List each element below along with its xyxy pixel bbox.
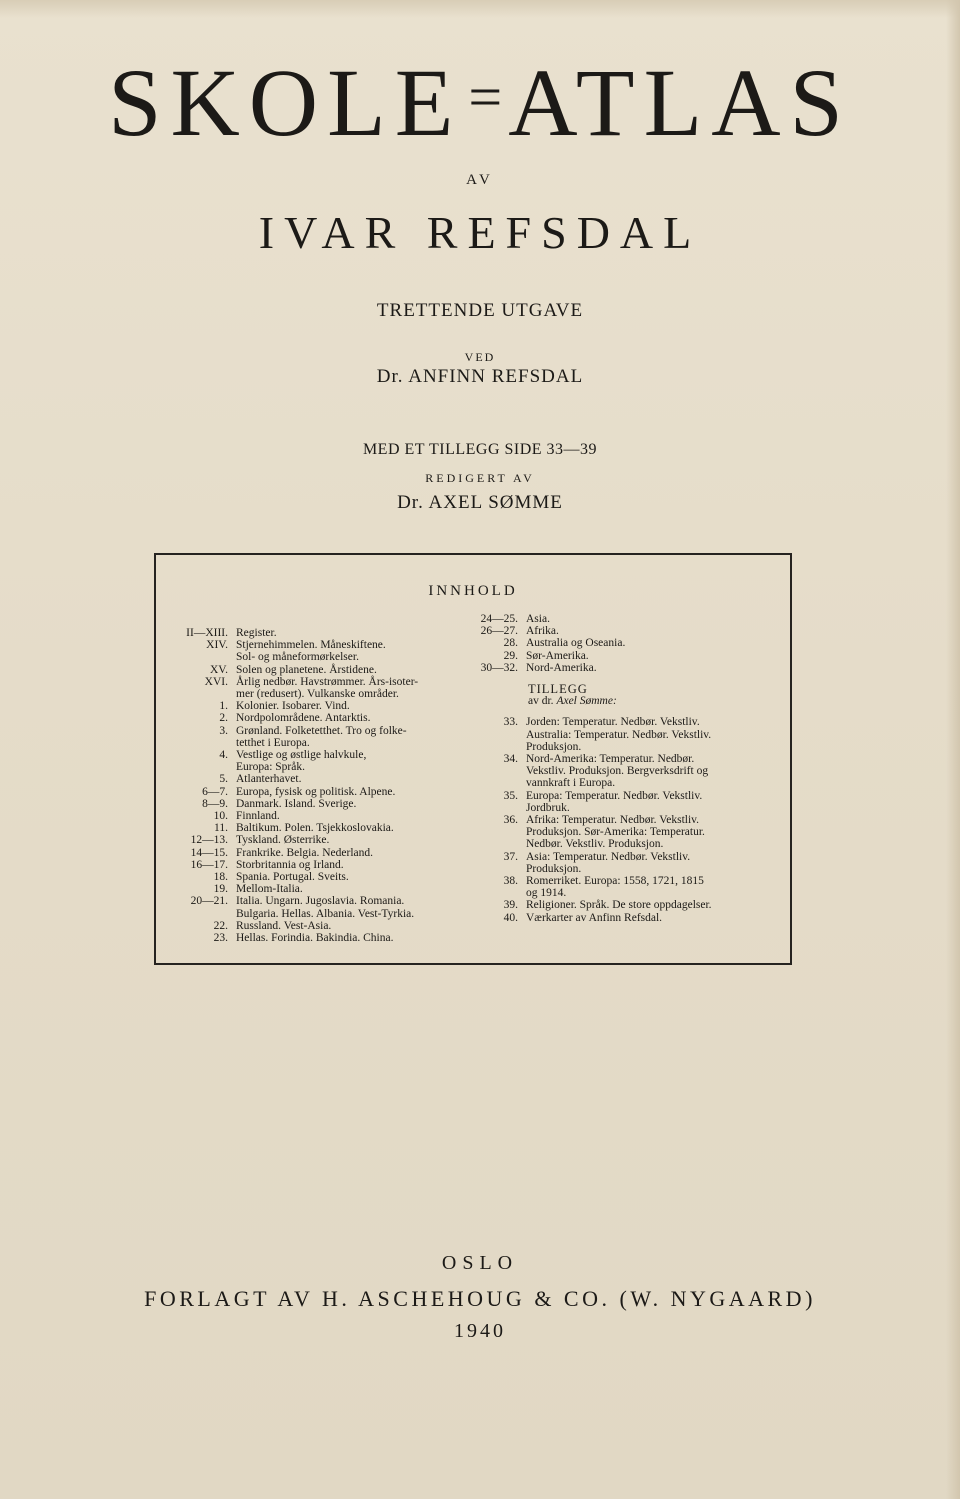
toc-entry-page: 34. [503, 753, 518, 766]
toc-entry [474, 899, 774, 911]
toc-entry-line: Danmark. Island. Sverige. [236, 797, 357, 810]
toc-entry-line: Italia. Ungarn. Jugoslavia. Romania. [236, 895, 405, 908]
toc-entry-page: XVI. [204, 675, 228, 688]
toc-entry-line: Årlig nedbør. Havstrømmer. Års-isoter- [236, 675, 419, 688]
toc-entry [474, 851, 774, 875]
toc-entry-text [236, 822, 480, 834]
toc-entry-line: Sør-Amerika. [526, 649, 589, 662]
toc-entry-page: 8—9. [202, 797, 228, 810]
toc-entry-line: Sol- og måneformørkelser. [236, 651, 359, 664]
toc-entry-text [526, 814, 774, 851]
toc-entry-page: 19. [213, 883, 228, 896]
toc-entry [170, 700, 480, 712]
toc-entry [170, 883, 480, 895]
toc-entry-page: 4. [219, 749, 228, 762]
toc-entry [170, 859, 480, 871]
toc-entry-text [526, 851, 774, 875]
toc-entry-page: XV. [209, 663, 228, 676]
tillegg-sub-name: Axel Sømme: [556, 695, 617, 708]
toc-entry [170, 920, 480, 932]
toc-entry-text [526, 662, 774, 674]
toc-entry-line: Nedbør. Vekstliv. Produksjon. [526, 838, 664, 851]
toc-entry [170, 871, 480, 883]
toc-entry [474, 912, 774, 924]
supplement-editor-name: Dr. AXEL SØMME [397, 492, 563, 513]
toc-left-column [170, 627, 480, 944]
toc-entry-text [236, 786, 480, 798]
toc-entry-line: Nordpolområdene. Antarktis. [236, 712, 371, 725]
toc-entry-line: Nord-Amerika: Temperatur. Nedbør. [526, 753, 695, 766]
toc-entry-line: Vekstliv. Produksjon. Bergverksdrift og [526, 765, 709, 778]
publisher: FORLAGT AV H. ASCHEHOUG & CO. (W. NYGAARD) [144, 1286, 816, 1311]
supplement-note: MED ET TILLEGG SIDE 33—39 [362, 441, 598, 458]
toc-entry-text [236, 798, 480, 810]
toc-entry [170, 627, 480, 639]
toc-entry-text [236, 773, 480, 785]
toc-entry-page: 20—21. [190, 895, 228, 908]
toc-entry [170, 725, 480, 749]
toc-entry-text [526, 790, 774, 814]
toc-entry-line: Atlanterhavet. [236, 773, 302, 786]
toc-entry-text [236, 871, 480, 883]
toc-entry-page: 23. [213, 932, 228, 945]
toc-entry-text [236, 932, 480, 944]
toc-heading: INNHOLD [428, 583, 518, 599]
tillegg-list [474, 716, 774, 923]
toc-entry-page: 18. [213, 871, 228, 884]
toc-entry-line: Europa: Språk. [236, 761, 305, 774]
toc-entry [474, 650, 774, 662]
editor-name: Dr. ANFINN REFSDAL [376, 366, 584, 387]
title-part-1: SKOLE [108, 49, 463, 156]
toc-entry-page: II—XIII. [186, 627, 228, 639]
tillegg-subheading [474, 695, 774, 707]
toc-entry [170, 847, 480, 859]
toc-entry [170, 712, 480, 724]
toc-entry-line: Vestlige og østlige halvkule, [236, 749, 367, 762]
toc-entry-page: 33. [503, 716, 518, 729]
toc-entry [170, 895, 480, 919]
toc-entry-page: XIV. [206, 639, 228, 652]
toc-entry-text [236, 920, 480, 932]
toc-entry-line: Mellom-Italia. [236, 883, 303, 896]
toc-entry-line: Frankrike. Belgia. Nederland. [236, 846, 373, 859]
toc-entry [474, 790, 774, 814]
toc-entry-line: Jordbruk. [526, 801, 570, 814]
toc-entry-line: Stjernehimmelen. Måneskiftene. [236, 639, 386, 652]
toc-entry-page: 36. [503, 814, 518, 827]
toc-entry [474, 637, 774, 649]
title-part-2: ATLAS [508, 49, 852, 156]
toc-entry-text [526, 625, 774, 637]
toc-entry-line: Værkarter av Anfinn Refsdal. [526, 911, 663, 924]
toc-entry [170, 664, 480, 676]
table-of-contents [154, 553, 792, 965]
toc-entry-page: 38. [503, 875, 518, 888]
toc-entry-page: 37. [503, 850, 518, 863]
toc-entry [170, 773, 480, 785]
tillegg-sub-prefix: av dr. [528, 695, 557, 708]
tillegg-heading: TILLEGG [528, 682, 588, 697]
toc-entry-line: Tyskland. Østerrike. [236, 834, 330, 847]
toc-entry-page: 39. [503, 899, 518, 912]
toc-entry-page: 1. [219, 700, 228, 713]
toc-entry-text [236, 664, 480, 676]
toc-entry-line: Australia og Oseania. [526, 637, 626, 650]
toc-entry-text [236, 725, 480, 749]
toc-entry [170, 749, 480, 773]
toc-entry [170, 834, 480, 846]
toc-entry-line: Grønland. Folketetthet. Tro og folke- [236, 724, 407, 737]
toc-entry [170, 786, 480, 798]
toc-entry-line: Asia: Temperatur. Nedbør. Vekstliv. [526, 850, 691, 863]
toc-entry-line: tetthet i Europa. [236, 736, 310, 749]
toc-entry [474, 753, 774, 790]
toc-entry-page: 11. [214, 822, 228, 835]
toc-entry-line: Kolonier. Isobarer. Vind. [236, 700, 350, 713]
toc-entry-text [236, 810, 480, 822]
toc-entry [170, 822, 480, 834]
toc-entry-page: 14—15. [190, 846, 228, 859]
toc-entry [170, 639, 480, 663]
toc-entry-text [236, 627, 480, 639]
toc-entry-text [236, 834, 480, 846]
toc-entry-text [236, 749, 480, 773]
toc-entry-line: Europa: Temperatur. Nedbør. Vekstliv. [526, 789, 703, 802]
toc-entry-text [236, 676, 480, 700]
toc-entry-line: Religioner. Språk. De store oppdagelser. [526, 899, 712, 912]
toc-entry-page: 2. [219, 712, 228, 725]
title-separator: = [468, 64, 503, 130]
toc-entry [474, 613, 774, 625]
page-edge-shadow-top [0, 0, 960, 18]
publication-year: 1940 [454, 1320, 506, 1342]
toc-entry-text [526, 753, 774, 790]
toc-entry-line: Russland. Vest-Asia. [236, 919, 332, 932]
toc-entry-text [526, 650, 774, 662]
author-name: IVAR REFSDAL [258, 207, 702, 258]
toc-entry-text [526, 716, 774, 753]
toc-entry-line: og 1914. [526, 887, 567, 900]
toc-entry-line: Jorden: Temperatur. Nedbør. Vekstliv. [526, 716, 700, 729]
toc-entry-line: mer (redusert). Vulkanske områder. [236, 688, 399, 701]
toc-entry-text [526, 899, 774, 911]
toc-entry-page: 16—17. [190, 858, 228, 871]
toc-entry-line: Australia: Temperatur. Nedbør. Vekstliv. [526, 728, 712, 741]
toc-entry [170, 676, 480, 700]
toc-entry [474, 875, 774, 899]
toc-entry [474, 662, 774, 674]
toc-entry-line: Produksjon. [526, 862, 582, 875]
toc-entry-text [526, 637, 774, 649]
toc-entry [170, 932, 480, 944]
redigert-label: REDIGERT AV [425, 471, 535, 485]
toc-entry [474, 625, 774, 637]
toc-entry-page: 35. [503, 789, 518, 802]
toc-right-column [474, 613, 774, 924]
toc-entry-page: 30—32. [480, 661, 518, 674]
toc-entry-line: Produksjon. [526, 740, 582, 753]
toc-entry-text [236, 700, 480, 712]
toc-entry-page: 22. [213, 919, 228, 932]
toc-entry-text [526, 912, 774, 924]
toc-entry [474, 716, 774, 753]
toc-entry-text [236, 712, 480, 724]
toc-entry-line: Asia. [526, 613, 550, 625]
toc-entry-line: Romerriket. Europa: 1558, 1721, 1815 [526, 875, 704, 888]
toc-entry-line: Register. [236, 627, 277, 639]
toc-entry-line: vannkraft i Europa. [526, 777, 616, 790]
toc-entry-page: 5. [219, 773, 228, 786]
toc-entry-line: Afrika. [526, 625, 559, 638]
toc-entry-line: Finnland. [236, 810, 280, 823]
toc-entry [170, 810, 480, 822]
toc-entry-text [236, 639, 480, 663]
edition-label: TRETTENDE UTGAVE [376, 300, 584, 321]
book-title [0, 42, 960, 158]
toc-entry-page: 10. [213, 810, 228, 823]
toc-entry-line: Solen og planetene. Årstidene. [236, 663, 377, 676]
toc-entry-page: 6—7. [202, 785, 228, 798]
toc-entry-line: Spania. Portugal. Sveits. [236, 871, 349, 884]
toc-entry-line: Bulgaria. Hellas. Albania. Vest-Tyrkia. [236, 907, 415, 920]
toc-entry-text [526, 875, 774, 899]
toc-entry-text [236, 847, 480, 859]
toc-entry-line: Produksjon. Sør-Amerika: Temperatur. [526, 826, 705, 839]
toc-entry-line: Storbritannia og Irland. [236, 858, 344, 871]
toc-entry-line: Baltikum. Polen. Tsjekkoslovakia. [236, 822, 394, 835]
toc-entry-page: 12—13. [190, 834, 228, 847]
toc-entry-page: 26—27. [480, 625, 518, 638]
toc-right-list [474, 613, 774, 674]
ved-label: VED [464, 350, 496, 364]
toc-entry-text [526, 613, 774, 625]
toc-entry-page: 29. [503, 649, 518, 662]
toc-entry-line: Nord-Amerika. [526, 661, 597, 674]
toc-entry-page: 24—25. [480, 613, 518, 625]
toc-entry-page: 3. [219, 724, 228, 737]
toc-entry-text [236, 859, 480, 871]
toc-entry-text [236, 895, 480, 919]
toc-entry-text [236, 883, 480, 895]
toc-entry-line: Hellas. Forindia. Bakindia. China. [236, 932, 394, 945]
toc-entry [170, 798, 480, 810]
toc-entry [474, 814, 774, 851]
toc-entry-line: Afrika: Temperatur. Nedbør. Vekstliv. [526, 814, 700, 827]
toc-entry-line: Europa, fysisk og politisk. Alpene. [236, 785, 396, 798]
toc-entry-page: 28. [503, 637, 518, 650]
toc-entry-page: 40. [503, 911, 518, 924]
publication-place: OSLO [441, 1252, 519, 1274]
by-label: AV [466, 172, 494, 188]
